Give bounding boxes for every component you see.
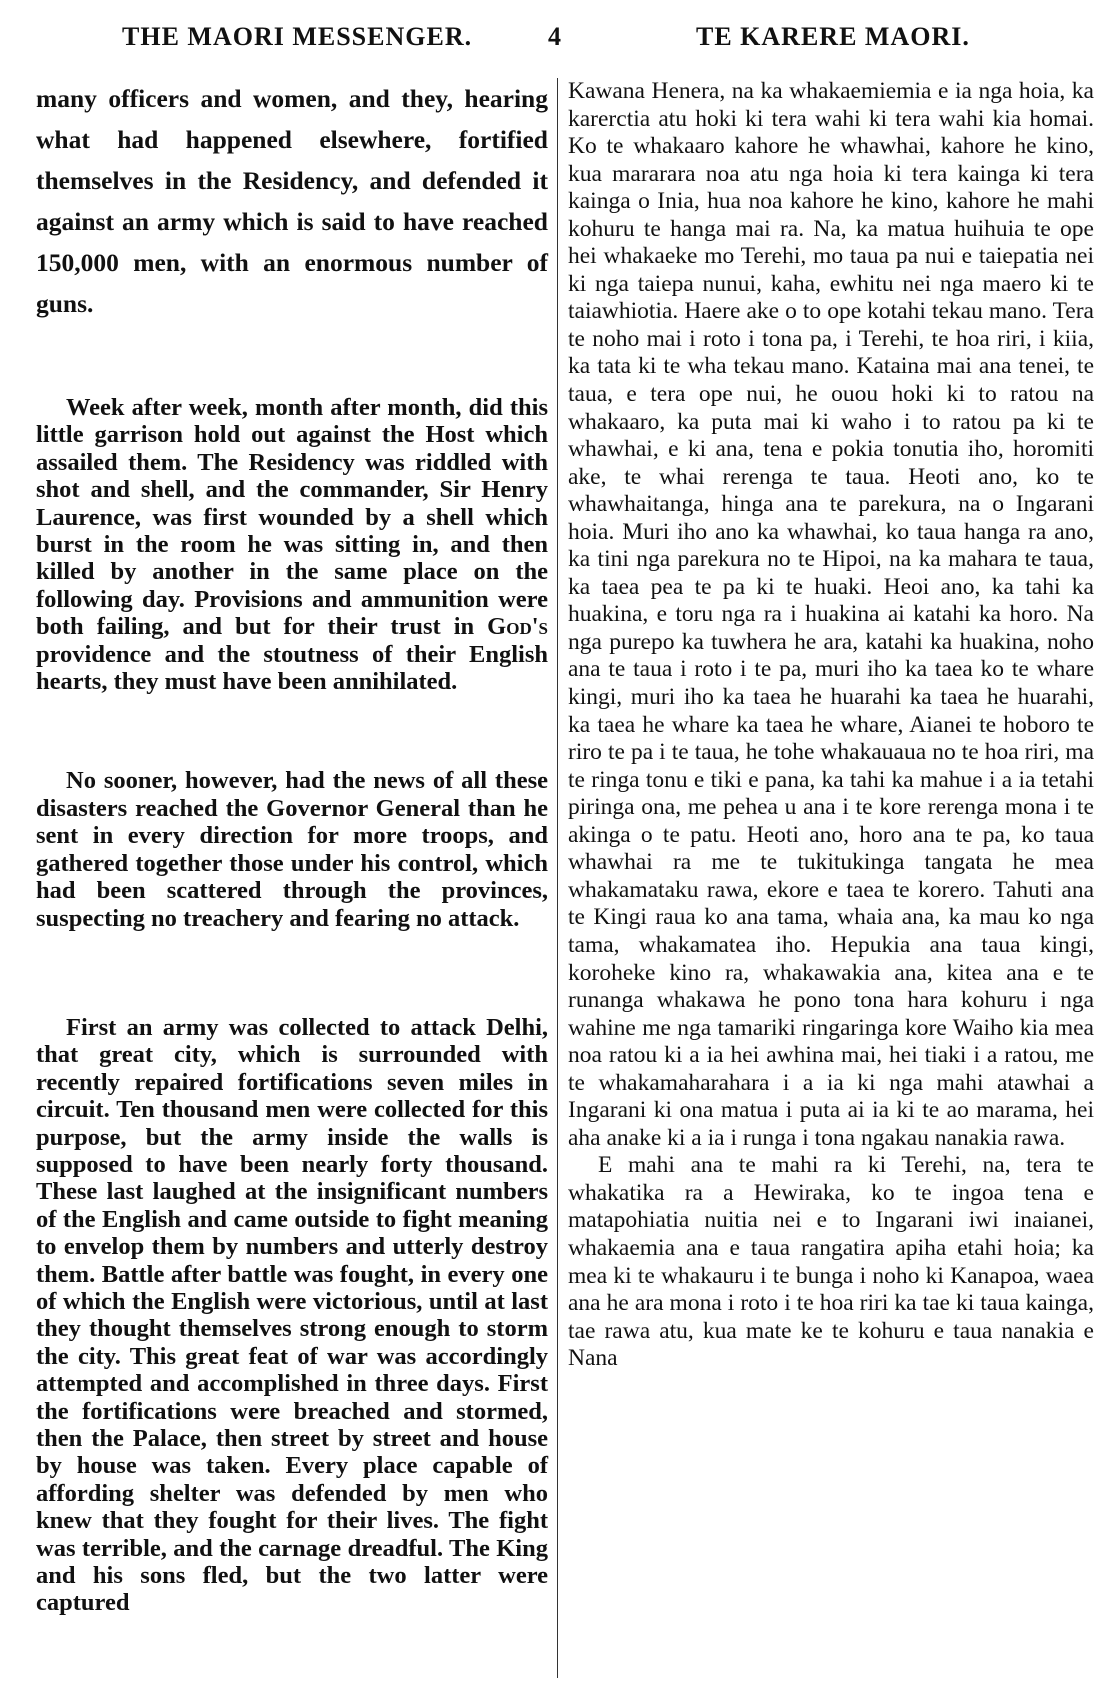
english-paragraph-2-god: God's [487,613,548,641]
page-header [0,18,1114,58]
paragraph-spacer [36,695,548,767]
english-column [36,78,548,1617]
paragraph-spacer [36,932,548,1014]
english-paragraph-2 [36,394,548,695]
english-paragraph-2-text-a: Week after week, month after month, did this little garrison hold out against the Host which assailed them. The Residency was riddled with shot and shell, and the commander, Sir Henry Laurence, was first wounded by a shell which burst in the room he was sitting in, and then killed by another in the same place on the following day. Provisions and ammunition were both failing, and but for their trust in [36,394,548,641]
english-paragraph-4: First an army was collected to attack Delhi, that great city, which is surrounded with recently repaired fortifications seven miles in circuit. Ten thousand men were collected for this purpose, but the army inside the walls is supposed to have been nearly forty thousand. These last laughed at the insignificant numbers of the English and came outside to fight meaning to envelop them by numbers and utterly destroy them. Battle after battle was fought, in every one of which the English were victorious, until at last they thought themselves strong enough to storm the city. This great feat of war was accordingly attempted and accomplished in three days. First the fortifications were breached and stormed, then the Palace, then street by street and house by house was taken. Every place capable of affording shelter was defended by men who knew that they fought for their lives. The fight was terrible, and the carnage dreadful. The King and his sons fled, but the two latter were captured [36,1013,548,1617]
paragraph-spacer [36,324,548,394]
maori-paragraph-2: E mahi ana te mahi ra ki Terehi, na, tera te whakatika ra a Hewiraka, ko te ingoa tena e matapohiatia nuitia nei e to Ingarani iwi inaianei, whakaemia ana e taua rangatira apiha etahi hoia; ka mea ki te whakauru i te bunga i noho ki Kanapoa, waea ana he ara mona i roto i te hoa riri ka tae ki taua kainga, tae rawa atu, kua mate ke te kohuru e taua nanakia e Nana [568,1152,1094,1372]
english-paragraph-1: many officers and women, and they, hearing what had happened elsewhere, fortified themselves in the Residency, and defended it against an army which is said to have reached 150,000 men, with an enormous number of guns. [36,84,548,318]
english-paragraph-2-text-b: providence and the stoutness of their English hearts, they must have been annihilated. [36,640,548,696]
column-divider [557,78,558,1678]
english-paragraph-3: No sooner, however, had the news of all these disasters reached the Governor General than he sent in every direction for more troops, and gathered together those under his control, which had been scattered through the provinces, suspecting no treachery and fearing no attack. [36,767,548,932]
page-number: 4 [548,22,562,51]
header-title-maori: TE KARERE MAORI. [696,22,970,51]
maori-paragraph-1: Kawana Henera, na ka whakaemiemia e ia nga hoia, ka karerctia atu hoki ki tera wahi ki tera wahi kia homai. Ko te whakaaro kahore he whawhai, kahore he kino, kua mararara noa atu nga hoia ki tera kainga ki tera kainga o Inia, hua noa kahore he kino, kahore he mahi kohuru te hanga mai ra. Na, ka matua huihuia te ope hei whakaeke mo Terehi, mo taua pa nui e taiepatia nei ki nga taiepa nunui, kaha, ewhitu nei nga maero ki te taiawhiotia. Haere ake o to ope kotahi tekau mano. Tera te noho mai i roto i tona pa, i Terehi, te hoa riri, i kiia, ka tata ki te wha tekau mano. Kataina mai ana tenei, te taua, e tera ope nui, he ouou hoki ki to ratou na whakaaro, ka puta mai ki waho i to ratou pa ki te whawhai, e ki ana, tena e pokia tonutia iho, horomiti ake, te whai rerenga te taua. Heoti ano, ko te whawhaitanga, hinga ana te parekura, na o Ingarani hoia. Muri iho ano ka whawhai, ko taua hanga ra ano, ka tini nga parekura no te Hipoi, na ka mahara te taua, ka taea pea te pa ki te huaki. Heoi ano, ka tahi ka huakina, e toru nga ra i huakina ai katahi ka horo. Na nga purepo ka tuwhera he ara, katahi ka huakina, noho ana te taua i roto i te pa, muri iho ka taea ko te whare kingi, muri iho ka taea he huarahi ka taea he huarahi, ka taea he whare ka taea he whare, Aianei te hoboro te riro te pa i te taua, he tohe whakauaua no te hoa riri, ma te ringa tonu e tiki e pana, ka tahi ka mahue i a ia tetahi piringa ona, me pehea u ana i te kore rerenga mona i te akinga o te patu. Heoti ano, horo ana te pa, ko taua whawhai ra me te tukitukinga tangata he mea whakamataku rawa, ekore e taea te korero. Tahuti ana te Kingi raua ko ana tama, whaia ana, ka mau ko nga tama, whakamatea iho. Hepukia ana taua kingi, koroheke kino ra, whakawakia ana, kitea ana e te runanga whakawa he pono tona hara kohuru i nga wahine me nga tamariki ringaringa kore Waiho kia mea noa ratou ki a ia hei awhina mai, hei tiaki i a ratou, me te whakamaharahara i a ia ki nga mahi atawhai a Ingarani ki ona matua i puta ai ia ki te ao marama, hei aha anake ki a ia i runga i tona ngakau nanakia rawa. [568,78,1094,1151]
header-title-english: THE MAORI MESSENGER. [122,22,473,51]
maori-column [568,78,1094,1373]
